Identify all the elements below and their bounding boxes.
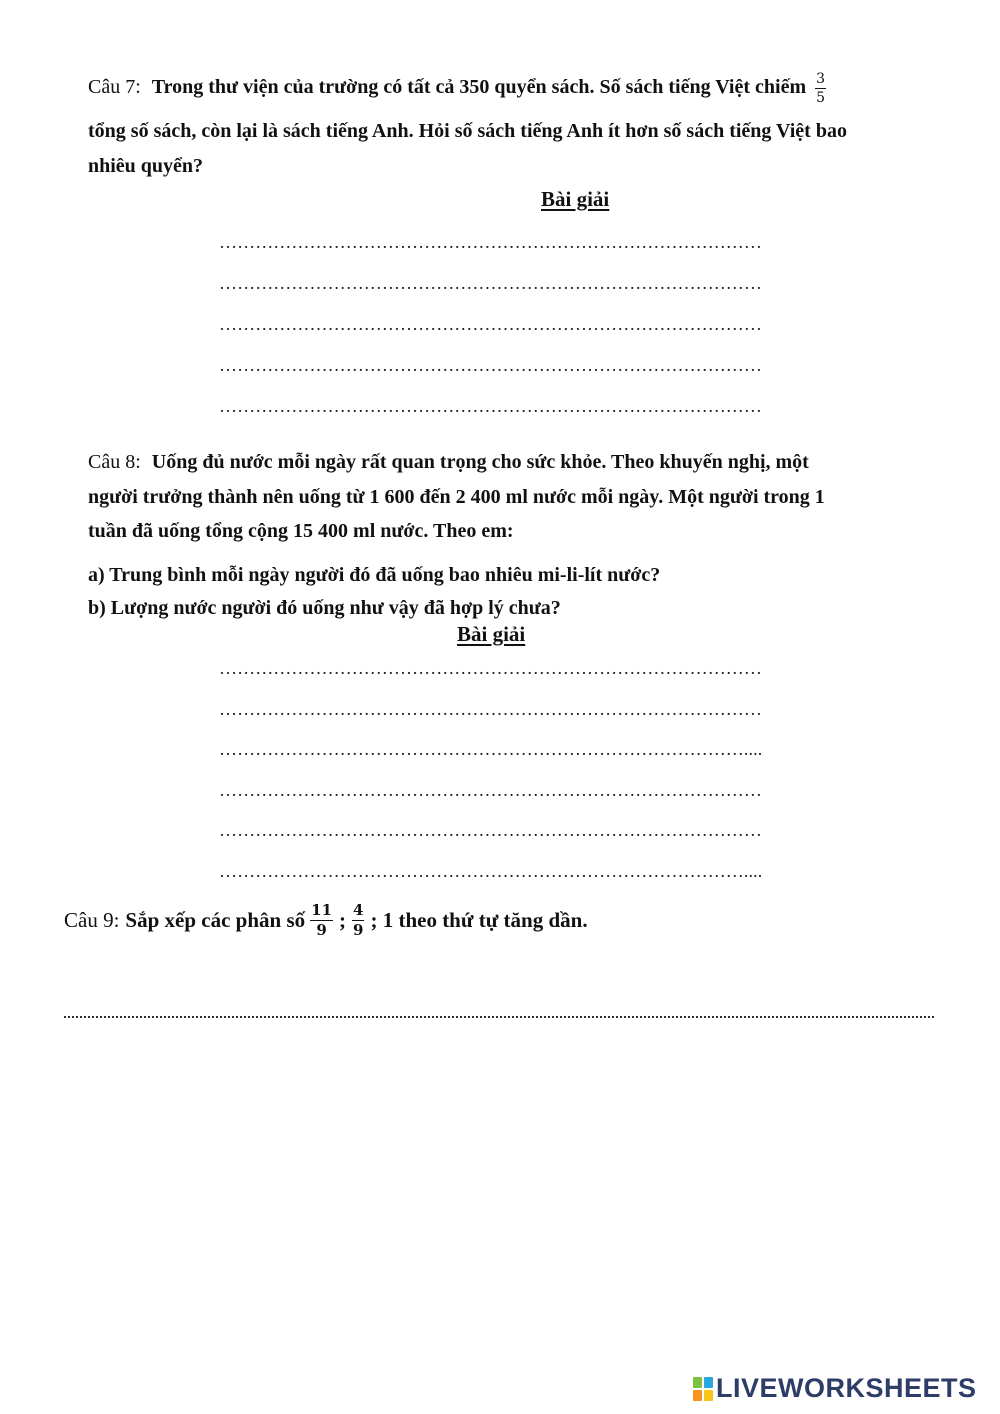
q8-answer-line[interactable]: ……………………………………………………………………………… xyxy=(219,699,762,719)
liveworksheets-logo xyxy=(693,1373,977,1404)
q9-line xyxy=(64,900,588,940)
q9-fraction-2-denominator: 9 xyxy=(353,920,364,939)
fraction-bar xyxy=(815,88,826,89)
q7-text-line1: Trong thư viện của trường có tất cả 350 quyển sách. Số sách tiếng Việt chiếm xyxy=(151,76,807,99)
q9-fraction-1-denominator: 9 xyxy=(316,920,327,939)
q9-text-after: ; 1 theo thứ tự tăng dần. xyxy=(370,908,588,932)
q7-fraction-numerator: 3 xyxy=(816,71,826,87)
q7-text-line3: nhiêu quyển? xyxy=(88,155,204,177)
q8-text-line1: Uống đủ nước mỗi ngày rất quan trọng cho sức khỏe. Theo khuyến nghị, một xyxy=(151,451,809,473)
q7-answer-line[interactable]: ……………………………………………………………………………… xyxy=(219,232,762,252)
q7-label: Câu 7: xyxy=(88,76,141,99)
logo-text: LIVEWORKSHEETS xyxy=(716,1373,977,1403)
q8-part-a: a) Trung bình mỗi ngày người đó đã uống bao nhiêu mi-li-lít nước? xyxy=(88,564,661,586)
q8-line1 xyxy=(88,450,809,474)
q8-answer-line[interactable]: ……………………………………………………………………………… xyxy=(219,820,762,840)
q7-answer-line[interactable]: ……………………………………………………………………………… xyxy=(219,273,762,293)
q9-fraction-1-numerator: 11 xyxy=(311,900,333,919)
q8-solution-title: Bài giải xyxy=(457,622,526,646)
q8-answer-line[interactable]: ……………………………………………………………………………… xyxy=(219,658,762,678)
q7-line1 xyxy=(88,72,826,105)
q8-part-b: b) Lượng nước người đó uống như vậy đã hợp lý chưa? xyxy=(88,597,561,619)
q7-answer-line[interactable]: ……………………………………………………………………………… xyxy=(219,314,762,334)
q8-answer-line[interactable]: …………………………………………………………………………….... xyxy=(219,861,763,881)
q7-answer-line[interactable]: ……………………………………………………………………………… xyxy=(219,355,762,375)
q8-answer-line[interactable]: ……………………………………………………………………………… xyxy=(219,780,762,800)
q9-fraction-2-numerator: 4 xyxy=(353,900,364,919)
q8-answer-line[interactable]: …………………………………………………………………………….... xyxy=(219,739,763,759)
q8-label: Câu 8: xyxy=(88,451,141,473)
logo-mark-icon xyxy=(693,1377,713,1401)
q7-fraction-denominator: 5 xyxy=(816,90,826,106)
q9-answer-line[interactable] xyxy=(64,1016,934,1018)
q9-fraction-1 xyxy=(310,900,333,939)
q9-fraction-2 xyxy=(352,900,364,939)
q9-separator: ; xyxy=(339,908,347,932)
q7-answer-line[interactable]: ……………………………………………………………………………… xyxy=(219,396,762,416)
q7-text-line2: tổng số sách, còn lại là sách tiếng Anh. Hỏi số sách tiếng Anh ít hơn số sách tiếng Việt bao xyxy=(88,120,847,142)
q7-fraction xyxy=(815,72,826,105)
q9-text-before: Sắp xếp các phân số xyxy=(125,908,306,932)
q9-label: Câu 9: xyxy=(64,908,120,932)
q8-text-line2: người trưởng thành nên uống từ 1 600 đến 2 400 ml nước mỗi ngày. Một người trong 1 xyxy=(88,486,825,508)
q7-solution-title: Bài giải xyxy=(541,187,610,211)
q8-text-line3: tuần đã uống tổng cộng 15 400 ml nước. Theo em: xyxy=(88,520,514,542)
